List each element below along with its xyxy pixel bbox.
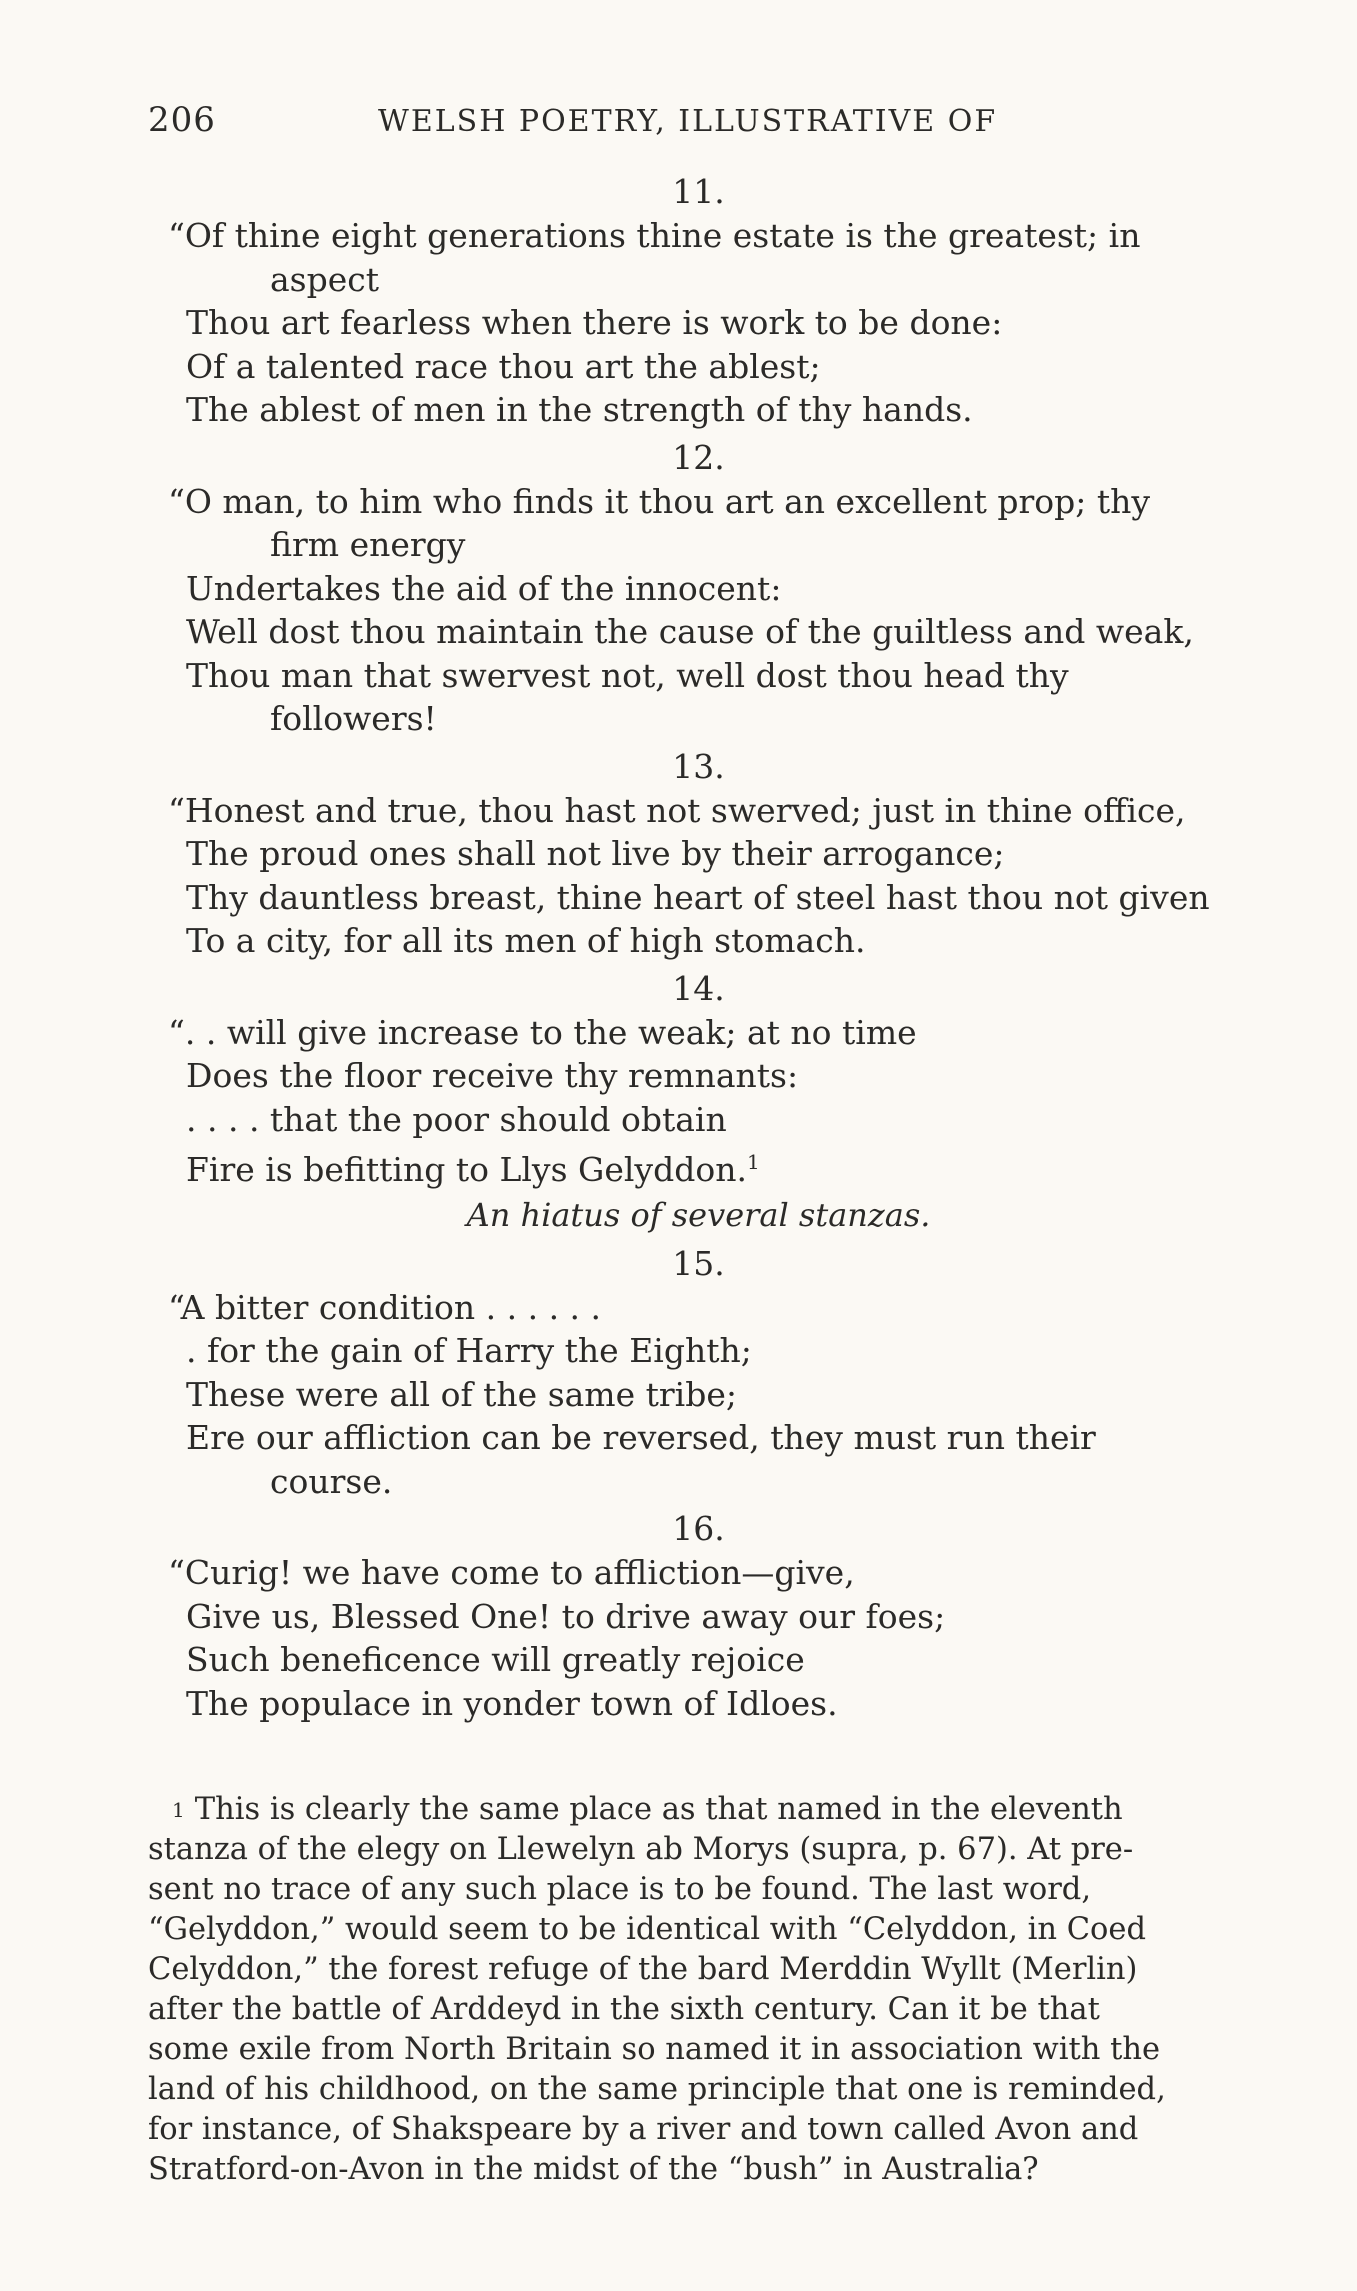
footnote-line: Celyddon,” the forest refuge of the bard Merddin Wyllt (Merlin) <box>148 1952 1138 1987</box>
page-header <box>148 100 1288 144</box>
footnote-line: Stratford-on-Avon in the midst of the “bush” in Australia? <box>148 2152 1039 2187</box>
verse-line: Thy dauntless breast, thine heart of steel hast thou not given <box>186 877 1210 917</box>
verse-line: Thou man that swervest not, well dost thou head thy <box>186 655 1069 695</box>
stanza-13 <box>0 745 1357 963</box>
footnote <box>148 1790 1276 2190</box>
hiatus-note: An hiatus of several stanzas. <box>466 1195 931 1234</box>
stanza-number: 11. <box>672 172 725 211</box>
verse-line: “Curig! we have come to affliction—give, <box>168 1553 855 1592</box>
verse-line <box>0 214 1273 258</box>
stanza-16 <box>0 1507 1357 1725</box>
stanza-11 <box>0 170 1357 432</box>
verse-line: Such beneficence will greatly rejoice <box>186 1640 805 1679</box>
footnote-line: stanza of the elegy on Llewelyn ab Morys (supra, p. 67). At pre- <box>148 1832 1134 1867</box>
verse-line: firm energy <box>270 525 466 564</box>
verse-text: Fire is befitting to Llys Gelyddon. <box>186 1150 747 1189</box>
verse-line: Undertakes the aid of the innocent: <box>186 568 782 608</box>
verse-line: aspect <box>270 259 380 299</box>
verse-line: The populace in yonder town of Idloes. <box>186 1683 838 1723</box>
stanza-14 <box>0 967 1357 1238</box>
footnote-reference: 1 <box>746 1150 760 1174</box>
footnote-marker: 1 <box>172 1798 185 1822</box>
verse-text: “Of thine eight generations thine estate is the greatest; in <box>168 216 1141 255</box>
stanza-12 <box>0 436 1357 741</box>
verse-line: followers! <box>270 699 437 738</box>
verse-line: “A bitter condition . . . . . . <box>168 1287 602 1327</box>
verse-line: To a city, for all its men of high stomach. <box>186 921 866 960</box>
footnote-line: land of his childhood, on the same principle that one is reminded, <box>148 2072 1166 2107</box>
stanza-number: 13. <box>672 746 725 786</box>
verse-line: “O man, to him who finds it thou art an excellent prop; thy <box>168 481 1150 521</box>
stanza-number: 15. <box>672 1243 725 1283</box>
footnote-text: This is clearly the same place as that named in the eleventh <box>194 1792 1123 1827</box>
footnote-line: for instance, of Shakspeare by a river and town called Avon and <box>148 2112 1139 2147</box>
verse-line: . . . . that the poor should obtain <box>186 1099 727 1139</box>
verse-line <box>0 1141 1357 1192</box>
verse-line: Thou art fearless when there is work to be done: <box>186 303 1003 342</box>
verse-line: course. <box>270 1461 393 1501</box>
footnote-line: after the battle of Arddeyd in the sixth century. Can it be that <box>148 1992 1100 2027</box>
poem-body <box>0 170 1357 1729</box>
footnote-line: sent no trace of any such place is to be found. The last word, <box>148 1872 1092 1907</box>
stanza-15 <box>0 1242 1357 1504</box>
verse-line: Does the floor receive thy remnants: <box>186 1056 799 1095</box>
verse-line: “Honest and true, thou hast not swerved; just in thine office, <box>168 790 1186 830</box>
verse-line: Well dost thou maintain the cause of the guiltless and weak, <box>186 612 1194 651</box>
stanza-number: 12. <box>672 437 725 477</box>
stanza-number: 16. <box>672 1509 725 1548</box>
verse-line: The proud ones shall not live by their arrogance; <box>186 834 1005 873</box>
verse-line: The ablest of men in the strength of thy hands. <box>186 390 973 429</box>
verse-line: . for the gain of Harry the Eighth; <box>186 1331 752 1370</box>
verse-line: Ere our affliction can be reversed, they must run their <box>186 1418 1096 1457</box>
footnote-line: “Gelyddon,” would seem to be identical with “Celyddon, in Coed <box>148 1912 1146 1947</box>
verse-line: Give us, Blessed One! to drive away our foes; <box>186 1596 946 1636</box>
verse-line: “. . will give increase to the weak; at no time <box>168 1012 917 1052</box>
footnote-line <box>148 1790 1276 1830</box>
page-number: 206 <box>148 100 216 140</box>
running-title: WELSH POETRY, ILLUSTRATIVE OF <box>378 104 998 139</box>
stanza-number: 14. <box>672 968 725 1008</box>
verse-line: These were all of the same tribe; <box>186 1374 737 1414</box>
footnote-line: some exile from North Britain so named it in association with the <box>148 2032 1161 2067</box>
verse-line: Of a talented race thou art the ablest; <box>186 346 821 386</box>
